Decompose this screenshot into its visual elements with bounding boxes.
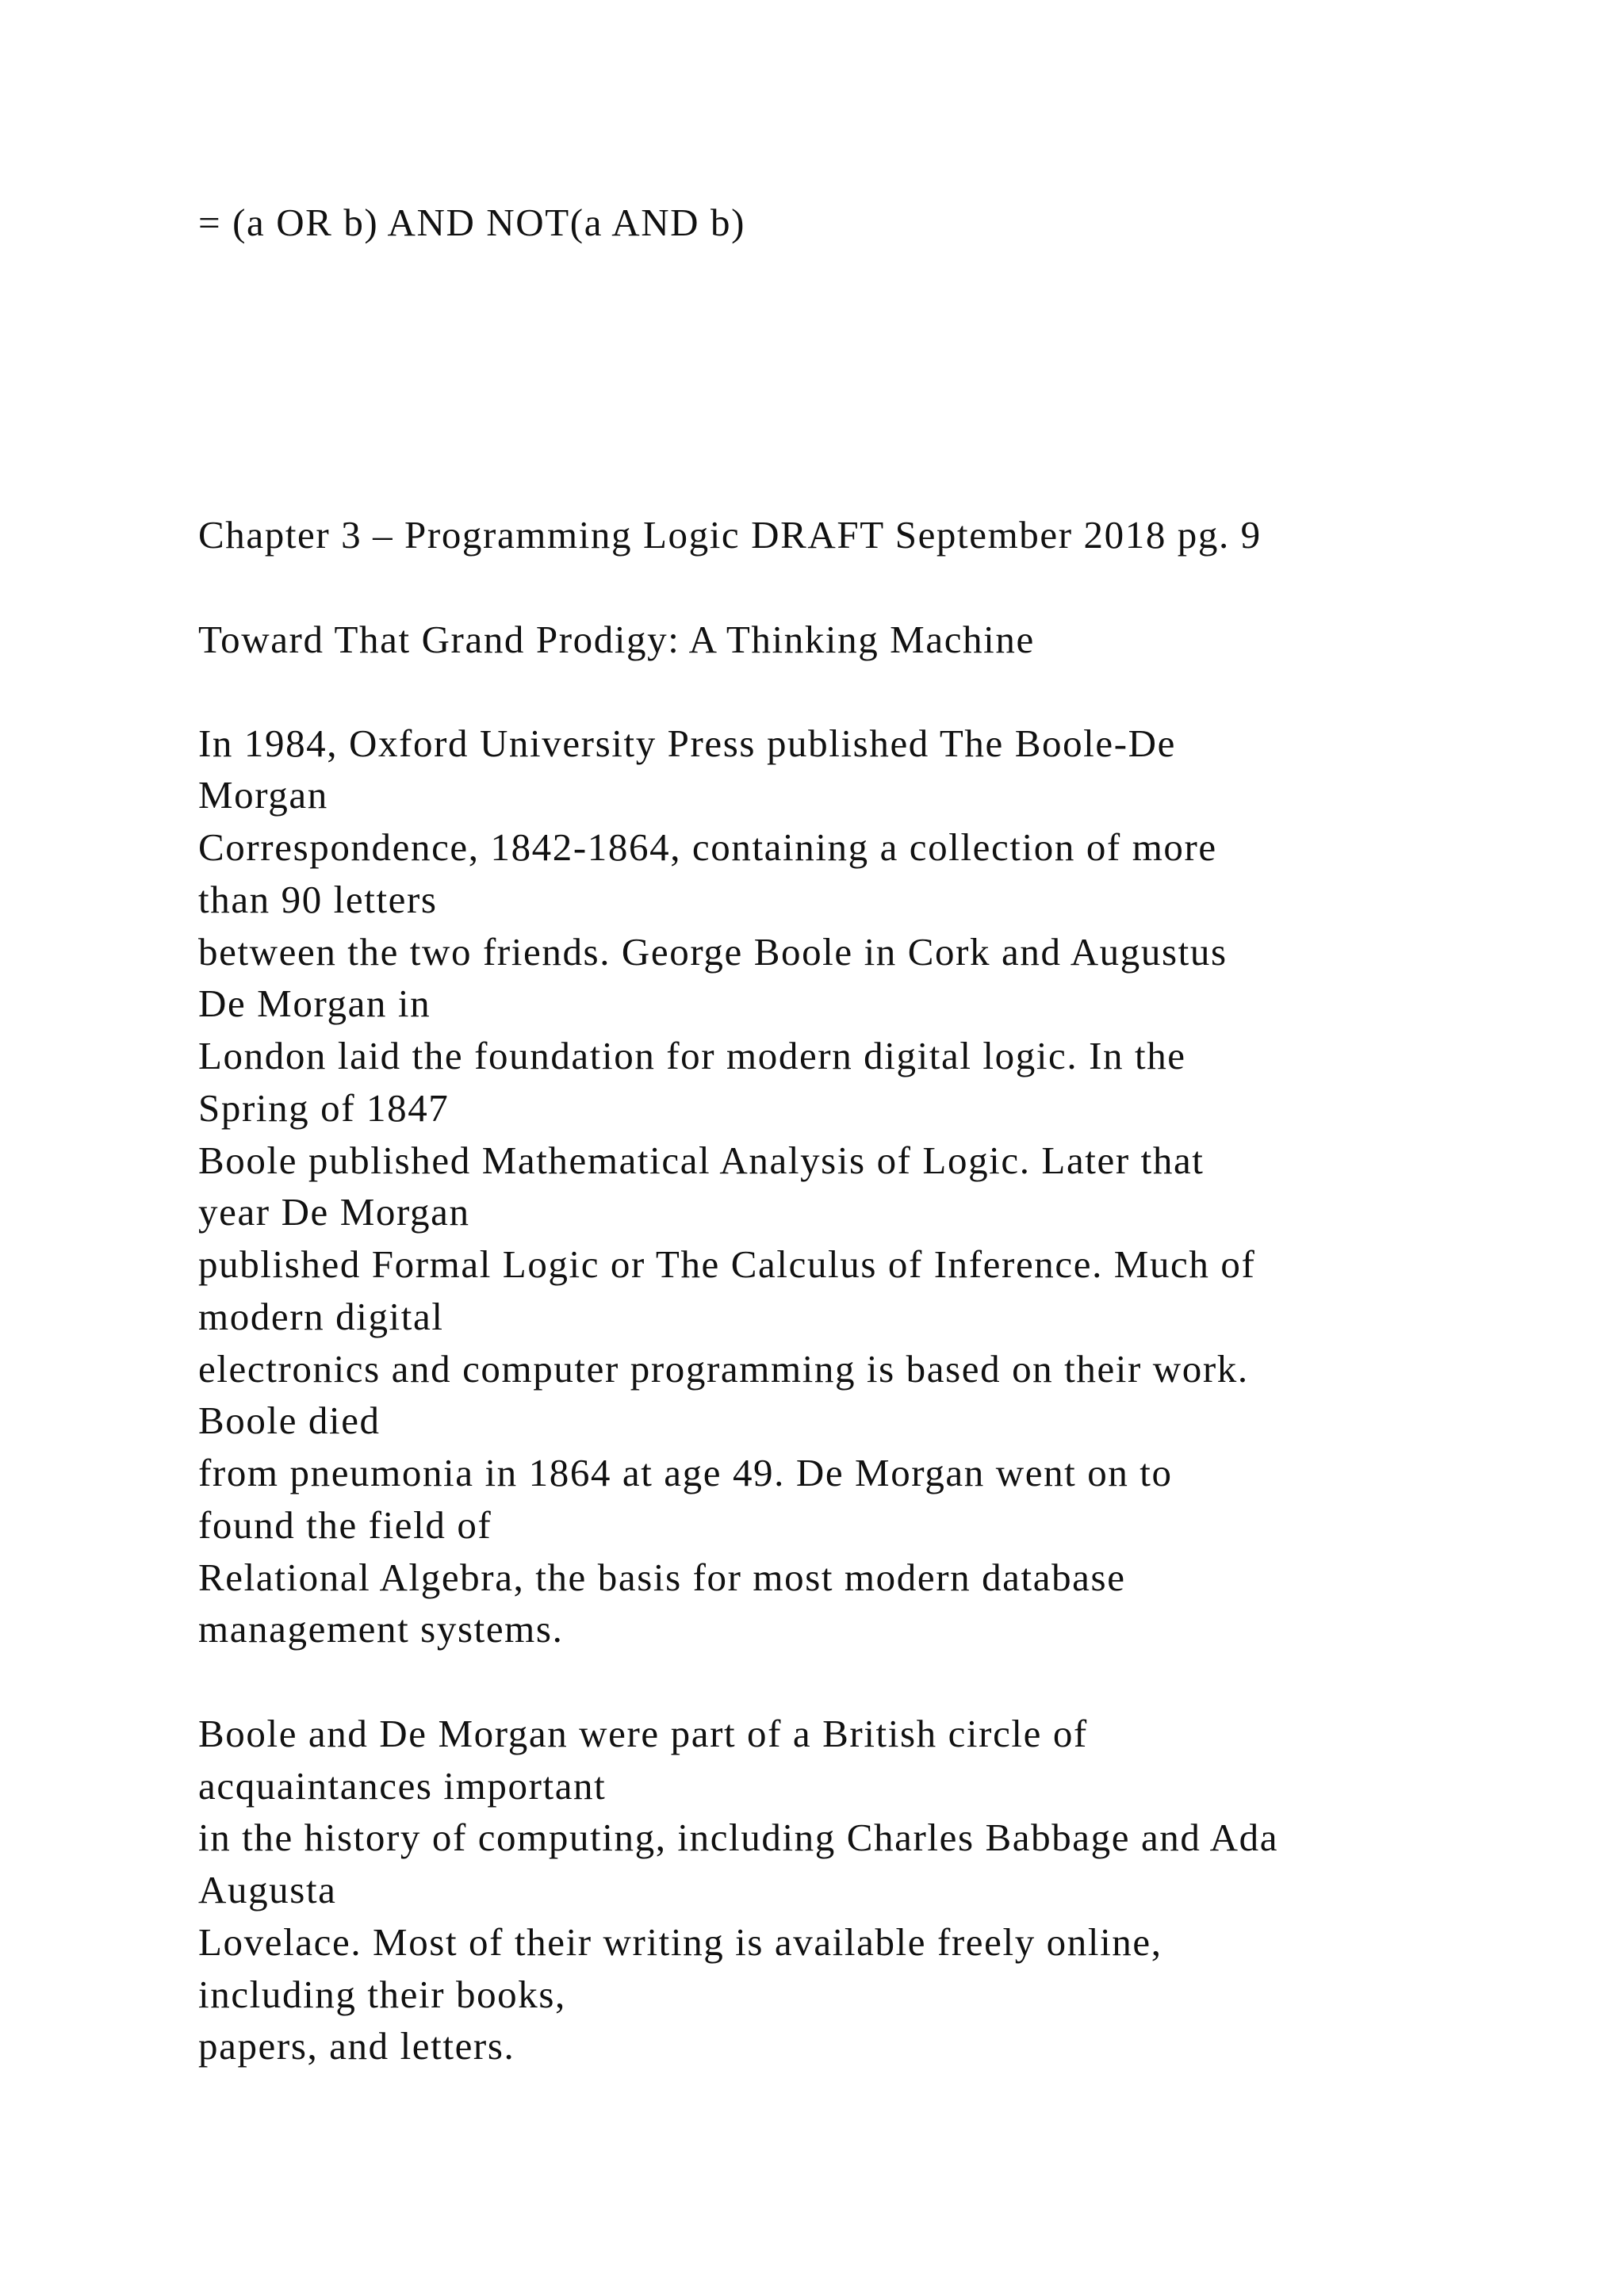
paragraph-1-line: modern digital xyxy=(198,1295,444,1338)
paragraph-1-line: Correspondence, 1842-1864, containing a collection of more xyxy=(198,825,1217,869)
paragraph-2-line: Boole and De Morgan were part of a British circle of xyxy=(198,1712,1088,1755)
paragraph-1-line: published Formal Logic or The Calculus of Inference. Much of xyxy=(198,1242,1256,1286)
paragraph-1-line: De Morgan in xyxy=(198,982,431,1025)
formula-line: = (a OR b) AND NOT(a AND b) xyxy=(198,201,746,244)
paragraph-1-line: In 1984, Oxford University Press published The Boole-De xyxy=(198,721,1176,765)
paragraph-1-line: London laid the foundation for modern digital logic. In the xyxy=(198,1034,1186,1077)
paragraph-2-line: including their books, xyxy=(198,1973,566,2016)
paragraph-1-line: than 90 letters xyxy=(198,878,438,921)
paragraph-1-line: year De Morgan xyxy=(198,1190,470,1234)
paragraph-1-line: electronics and computer programming is based on their work. xyxy=(198,1347,1249,1391)
paragraph-2-line: papers, and letters. xyxy=(198,2024,515,2068)
paragraph-1-line: between the two friends. George Boole in Cork and Augustus xyxy=(198,930,1228,974)
paragraph-1-line: management systems. xyxy=(198,1607,564,1651)
paragraph-2-line: in the history of computing, including Charles Babbage and Ada xyxy=(198,1816,1279,1859)
paragraph-2-line: Augusta xyxy=(198,1868,337,1911)
paragraph-1-line: Relational Algebra, the basis for most modern database xyxy=(198,1556,1126,1599)
paragraph-1-line: Morgan xyxy=(198,773,328,817)
paragraph-1-line: Spring of 1847 xyxy=(198,1086,450,1130)
paragraph-2-line: acquaintances important xyxy=(198,1764,607,1808)
chapter-header: Chapter 3 – Programming Logic DRAFT September 2018 pg. 9 xyxy=(198,513,1262,557)
paragraph-1-line: Boole published Mathematical Analysis of Logic. Later that xyxy=(198,1138,1205,1182)
section-title: Toward That Grand Prodigy: A Thinking Machine xyxy=(198,618,1035,661)
paragraph-1-line: from pneumonia in 1864 at age 49. De Morgan went on to xyxy=(198,1451,1173,1494)
paragraph-1-line: found the field of xyxy=(198,1503,492,1547)
paragraph-2-line: Lovelace. Most of their writing is available freely online, xyxy=(198,1920,1162,1964)
paragraph-1-line: Boole died xyxy=(198,1399,381,1442)
